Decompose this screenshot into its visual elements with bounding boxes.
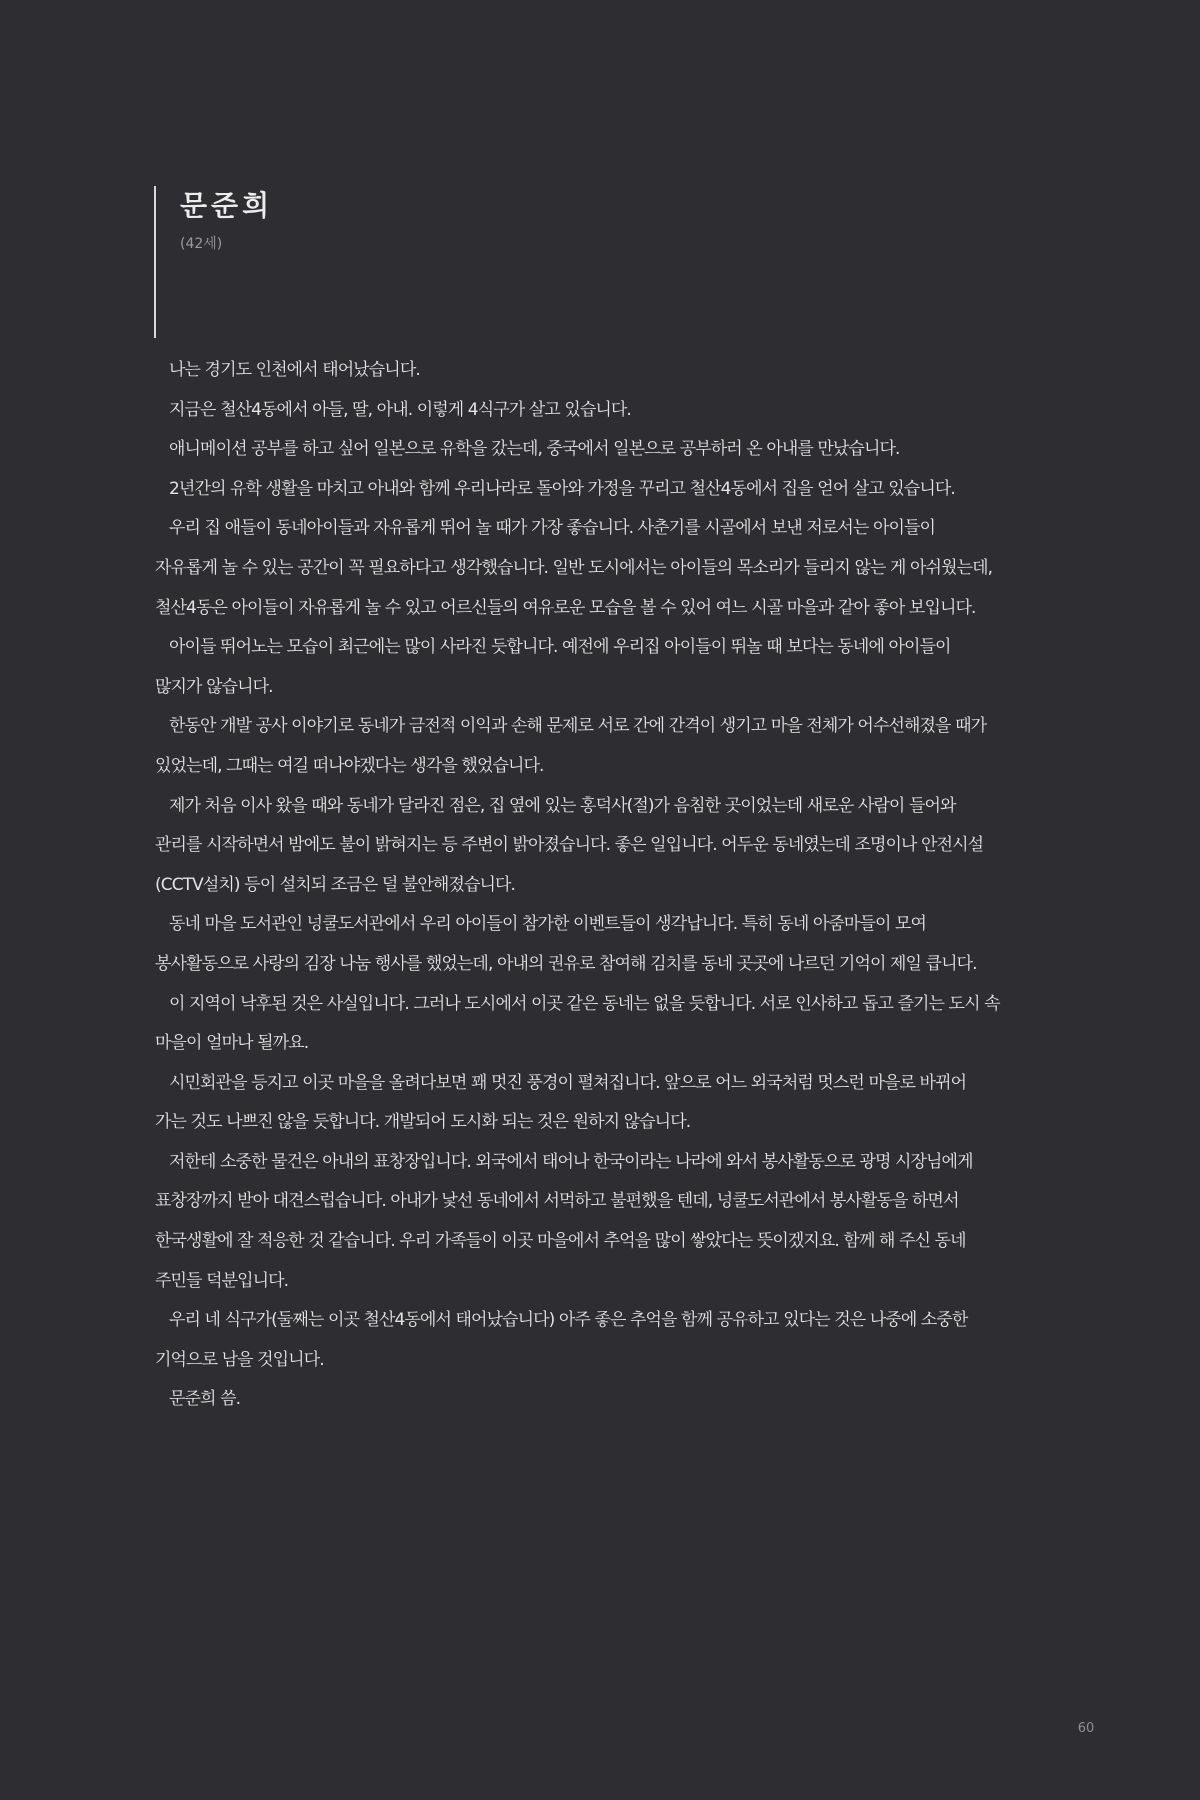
paragraph: 지금은 철산4동에서 아들, 딸, 아내. 이렇게 4식구가 살고 있습니다. <box>169 399 631 420</box>
paragraph: 이 지역이 낙후된 것은 사실입니다. 그러나 도시에서 이곳 같은 동네는 없을 듯합니다. 서로 인사하고 돕고 즐기는 도시 속 마을이 얼마나 될까요. <box>155 993 1000 1054</box>
paragraph: 제가 처음 이사 왔을 때와 동네가 달라진 점은, 집 옆에 있는 홍덕사(절)가 음침한 곳이었는데 새로운 사람이 들어와 관리를 시작하면서 밤에도 불이 밝혀지는 등 주변이 밝아졌습니다. 좋은 일입니다. 어두운 동네였는데 조명이나 안전시설(CCTV설치) 등이 설치되 조금은 덜 불안해졌습니다. <box>155 795 984 895</box>
paragraph: 시민회관을 등지고 이곳 마을을 올려다보면 꽤 멋진 풍경이 펼쳐집니다. 앞으로 어느 외국처럼 멋스런 마을로 바뀌어 가는 것도 나쁘진 않을 듯합니다. 개발되어 도시화 되는 것은 원하지 않습니다. <box>155 1072 967 1133</box>
author-name: 문준희 <box>180 189 274 222</box>
paragraph: 우리 집 애들이 동네아이들과 자유롭게 뛰어 놀 때가 가장 좋습니다. 사춘기를 시골에서 보낸 저로서는 아이들이 자유롭게 놀 수 있는 공간이 꼭 필요하다고 생각했습니다. 일반 도시에서는 아이들의 목소리가 들리지 않는 게 아쉬웠는데, 철산4동은 아이들이 자유롭게 놀 수 있고 어르신들의 여유로운 모습을 볼 수 있어 여느 시골 마을과 같아 좋아 보입니다. <box>155 518 993 618</box>
paragraph: 저한테 소중한 물건은 아내의 표창장입니다. 외국에서 태어나 한국이라는 나라에 와서 봉사활동으로 광명 시장님에게 표창장까지 받아 대견스럽습니다. 아내가 낯선 동네에서 서먹하고 불편했을 텐데, 넝쿨도서관에서 봉사활동을 하면서 한국생활에 잘 적응한 것 같습니다. 우리 가족들이 이곳 마을에서 추억을 많이 쌓았다는 뜻이겠지요. 함께 해 주신 동네 주민들 덕분입니다. <box>155 1151 973 1291</box>
paragraph: 동네 마을 도서관인 넝쿨도서관에서 우리 아이들이 참가한 이벤트들이 생각납니다. 특히 동네 아줌마들이 모여 봉사활동으로 사랑의 김장 나눔 행사를 했었는데, 아내의 권유로 참여해 김치를 동네 곳곳에 나르던 기억이 제일 큽니다. <box>155 914 977 974</box>
paragraph: 애니메이션 공부를 하고 싶어 일본으로 유학을 갔는데, 중국에서 일본으로 공부하러 온 아내를 만났습니다. <box>169 439 900 460</box>
paragraph-signature: 문준희 씀. <box>169 1389 241 1410</box>
author-header <box>154 186 754 338</box>
paragraph: 한동안 개발 공사 이야기로 동네가 금전적 이익과 손해 문제로 서로 간에 간격이 생기고 마을 전체가 어수선해졌을 때가 있었는데, 그때는 여길 떠나야겠다는 생각을 했었습니다. <box>155 716 987 776</box>
paragraph: 나는 경기도 인천에서 태어났습니다. <box>169 360 420 380</box>
essay-body <box>155 351 1001 1420</box>
paragraph: 2년간의 유학 생활을 마치고 아내와 함께 우리나라로 돌아와 가정을 꾸리고 철산4동에서 집을 얻어 살고 있습니다. <box>169 478 955 499</box>
author-age: (42세) <box>180 236 223 252</box>
page-number: 60 <box>1077 1721 1095 1736</box>
paragraph: 아이들 뛰어노는 모습이 최근에는 많이 사라진 듯합니다. 예전에 우리집 아이들이 뛰놀 때 보다는 동네에 아이들이 많지가 않습니다. <box>155 637 951 697</box>
paragraph: 우리 네 식구가(둘째는 이곳 철산4동에서 태어났습니다) 아주 좋은 추억을 함께 공유하고 있다는 것은 나중에 소중한 기억으로 남을 것입니다. <box>155 1310 968 1370</box>
